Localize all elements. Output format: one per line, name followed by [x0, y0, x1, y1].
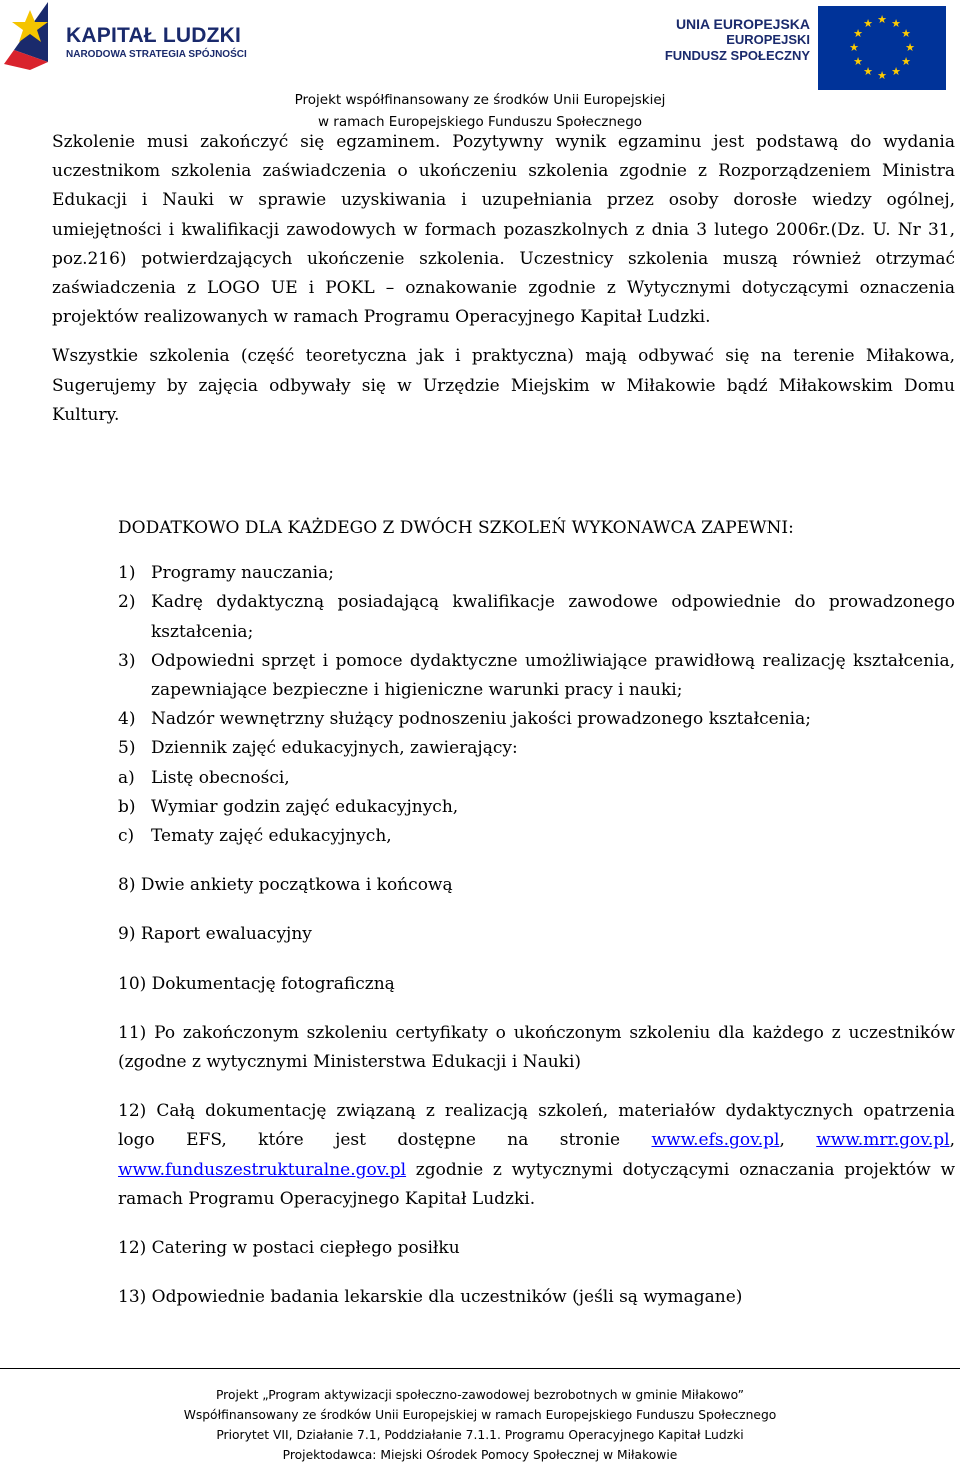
- item-photo-documentation: 10) Dokumentację fotograficzną: [118, 973, 395, 994]
- list-item-text: Programy nauczania;: [151, 563, 334, 584]
- svg-text:★: ★: [877, 13, 887, 26]
- svg-text:★: ★: [863, 17, 873, 30]
- svg-text:★: ★: [853, 27, 863, 40]
- item-catering: 12) Catering w postaci ciepłego posiłku: [118, 1238, 460, 1259]
- item-certificates: 11) Po zakończonym szkoleniu certyfikaty o ukończonym szkoleniu dla każdego z uczestników (zgodne z wytycznymi Ministerstwa Edukacji i Nauki): [118, 1022, 955, 1073]
- list-item-text: Nadzór wewnętrzny służący podnoszeniu jakości prowadzonego kształcenia;: [151, 709, 811, 730]
- document-body: [52, 128, 955, 430]
- list-item: [118, 559, 955, 588]
- item-documentation-logo: [118, 1097, 955, 1214]
- eu-flag-icon: [818, 6, 946, 90]
- item-medical-exams: 13) Odpowiednie badania lekarskie dla uczestników (jeśli są wymagane): [118, 1287, 743, 1308]
- kl-subtitle: NARODOWA STRATEGIA SPÓJNOŚCI: [66, 49, 247, 60]
- eu-text-block: [665, 16, 810, 64]
- svg-text:★: ★: [891, 65, 901, 78]
- list-item-number: 4): [118, 709, 136, 730]
- list-item-text: Dziennik zajęć edukacyjnych, zawierający:: [151, 738, 518, 759]
- list-item: [118, 705, 955, 734]
- list-item-text: Listę obecności,: [151, 767, 290, 788]
- item-surveys: 8) Dwie ankiety początkowa i końcową: [118, 875, 453, 896]
- eu-title: UNIA EUROPEJSKA: [675, 16, 810, 32]
- link-mrr[interactable]: www.mrr.gov.pl: [816, 1130, 950, 1151]
- item-documentation-text: 12) Całą dokumentację związaną z realizacją szkoleń, materiałów dydaktycznych opatrzenia logo EFS, które jest dostępne na stronie: [118, 1101, 955, 1151]
- efs-line1: EUROPEJSKI: [726, 32, 810, 47]
- list-item-text: Odpowiedni sprzęt i pomoce dydaktyczne umożliwiające prawidłową realizację kształcenia, zapewniające bezpieczne i higieniczne warunki pracy i nauki;: [151, 650, 955, 701]
- list-item: [118, 734, 955, 763]
- kl-title: KAPITAŁ LUDZKI: [66, 24, 242, 47]
- efs-line2: FUNDUSZ SPOŁECZNY: [664, 48, 810, 63]
- list-item: [118, 764, 955, 793]
- footer-applicant: Projektodawca: Miejski Ośrodek Pomocy Społecznej w Miłakowie: [282, 1448, 678, 1462]
- item-evaluation-report: 9) Raport ewaluacyjny: [118, 924, 312, 945]
- svg-text:★: ★: [849, 41, 859, 54]
- list-item-number: b): [118, 796, 136, 817]
- list-item: [118, 588, 955, 646]
- list-item-number: a): [118, 767, 135, 788]
- kapital-ludzki-text: [66, 24, 247, 60]
- list-item-number: 2): [118, 592, 136, 613]
- list-item-number: c): [118, 826, 135, 847]
- paragraph-exam: Szkolenie musi zakończyć się egzaminem. Pozytywny wynik egzaminu jest podstawą do wydania uczestnikom szkolenia zaświadczenia o ukończeniu szkolenia zgodnie z Rozporządzeniem Ministra Edukacji i Nauki w sprawie uzyskiwania i uzupełniania przez osoby dorosłe wiedzy ogólnej, umiejętności i kwalifikacji zawodowych w formach pozaszkolnych z dnia 3 lutego 2006r.(Dz. U. Nr 31, poz.216) potwierdzających ukończenie szkolenia. Uczestnicy szkolenia muszą również otrzymać zaświadczenia z LOGO UE i POKL – oznakowanie zgodnie z Wytycznymi dotyczącymi oznaczenia projektów realizowanych w ramach Programu Operacyjnego Kapitał Ludzki.: [52, 132, 955, 328]
- svg-text:★: ★: [905, 41, 915, 54]
- page-footer: [0, 1368, 960, 1465]
- list-item-number: 1): [118, 563, 136, 584]
- svg-text:★: ★: [853, 55, 863, 68]
- list-item: [118, 822, 955, 851]
- list-item-text: Wymiar godzin zajęć edukacyjnych,: [151, 796, 459, 817]
- footer-project-name: Projekt „Program aktywizacji społeczno-zawodowej bezrobotnych w gminie Miłakowo”: [215, 1388, 745, 1402]
- svg-text:★: ★: [891, 17, 901, 30]
- svg-text:★: ★: [901, 27, 911, 40]
- link-efs[interactable]: www.efs.gov.pl: [651, 1130, 780, 1151]
- list-item-number: 3): [118, 650, 136, 671]
- footer-priority: Priorytet VII, Działanie 7.1, Poddziałanie 7.1.1. Programu Operacyjnego Kapitał Ludzki: [216, 1428, 744, 1442]
- list-item: [118, 647, 955, 705]
- svg-text:★: ★: [863, 65, 873, 78]
- list-item-text: Tematy zajęć edukacyjnych,: [151, 826, 392, 847]
- footer-cofinancing: Współfinansowany ze środków Unii Europejskiej w ramach Europejskiego Funduszu Społecznego: [183, 1408, 777, 1422]
- svg-text:★: ★: [901, 55, 911, 68]
- cofinancing-line1: Projekt współfinansowany ze środków Unii Europejskiej: [294, 92, 666, 108]
- list-item: [118, 793, 955, 822]
- svg-text:★: ★: [877, 69, 887, 82]
- requirements-section: [118, 514, 955, 1312]
- link-separator: ,: [779, 1130, 817, 1151]
- section-heading: DODATKOWO DLA KAŻDEGO Z DWÓCH SZKOLEŃ WYKONAWCA ZAPEWNI:: [118, 518, 794, 538]
- list-item-number: 5): [118, 738, 136, 759]
- cofinancing-line2: w ramach Europejskiego Funduszu Społecznego: [317, 114, 643, 130]
- item-documentation-text-end: zgodnie z wytycznymi dotyczącymi oznaczania projektów w ramach Programu Operacyjnego Kapitał Ludzki.: [118, 1159, 955, 1209]
- list-item-text: Kadrę dydaktyczną posiadającą kwalifikacje zawodowe odpowiednie do prowadzonego kształcenia;: [151, 592, 955, 642]
- paragraph-location: Wszystkie szkolenia (część teoretyczna jak i praktyczna) mają odbywać się na terenie Miłakowa, Sugerujemy by zajęcia odbywały się w Urzędzie Miejskim w Miłakowie bądź Miłakowskim Domu Kultury.: [52, 346, 955, 425]
- page-header: [0, 0, 960, 136]
- link-fundusze[interactable]: www.funduszestrukturalne.gov.pl: [118, 1159, 407, 1180]
- link-separator: ,: [949, 1130, 955, 1151]
